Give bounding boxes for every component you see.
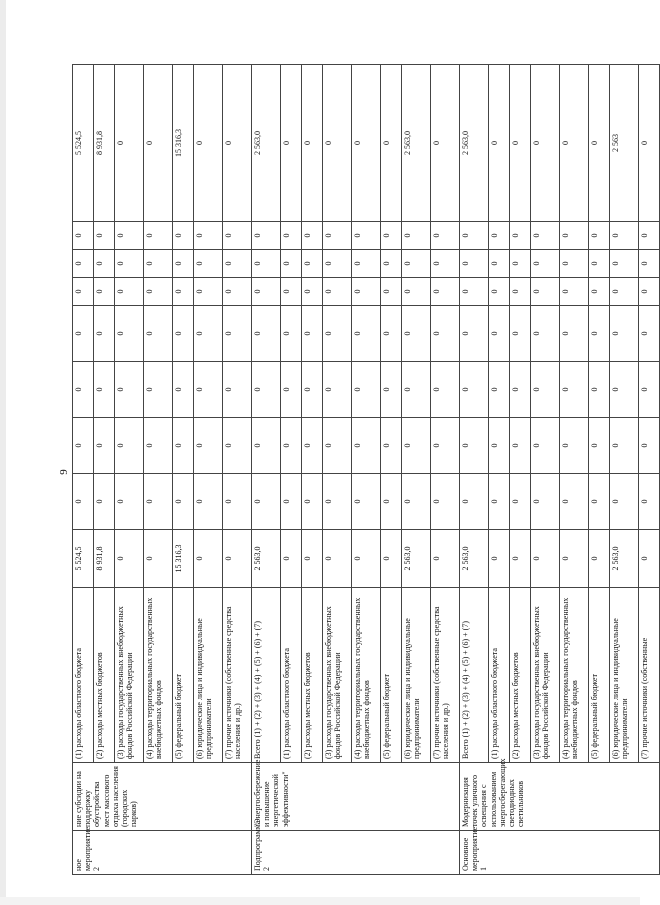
value-cell: 2 563 [610,65,639,222]
value-cell: 0 [489,306,510,362]
value-cell: 0 [402,250,431,278]
value-cell: 0 [531,530,560,588]
value-cell: 0 [302,362,323,418]
value-cell: 0 [560,418,589,474]
table-row [639,65,660,875]
table-row [589,65,610,875]
value-cell: 0 [510,65,531,222]
table-row [323,65,352,875]
value-cell: 0 [73,278,94,306]
table-row [173,65,194,875]
value-cell: 0 [381,222,402,250]
funding-source: (6) юридические лица и индивидуальные предприниматели [610,588,639,763]
value-cell: 0 [639,362,660,418]
value-cell: 2 563,0 [460,65,489,222]
value-cell: 0 [73,362,94,418]
value-cell: 0 [252,474,281,530]
value-cell: 0 [252,250,281,278]
value-cell: 0 [510,474,531,530]
value-cell: 0 [381,306,402,362]
value-cell: 0 [589,418,610,474]
value-cell: 0 [94,250,115,278]
value-cell: 0 [402,306,431,362]
value-cell: 0 [431,278,460,306]
value-cell: 0 [381,418,402,474]
value-cell: 0 [560,362,589,418]
value-cell: 0 [194,474,223,530]
value-cell: 0 [489,222,510,250]
value-cell: 5 524,5 [73,65,94,222]
funding-source: (7) прочие источники (собственные средства населения и др.) [223,588,252,763]
value-cell: 0 [94,418,115,474]
value-cell: 0 [431,222,460,250]
value-cell: 0 [510,222,531,250]
value-cell: 0 [194,278,223,306]
value-cell: 0 [381,362,402,418]
value-cell: 0 [323,250,352,278]
value-cell: 0 [223,474,252,530]
value-cell: 0 [352,278,381,306]
value-cell: 0 [281,306,302,362]
value-cell: 0 [194,418,223,474]
value-cell: 0 [639,278,660,306]
value-cell: 0 [639,222,660,250]
value-cell: 2 563,0 [252,65,281,222]
value-cell: 0 [194,250,223,278]
value-cell: 0 [510,530,531,588]
value-cell: 0 [531,222,560,250]
value-cell: 0 [531,306,560,362]
value-cell: 0 [194,65,223,222]
table-row [560,65,589,875]
value-cell: 8 931,8 [94,65,115,222]
value-cell: 0 [323,278,352,306]
funding-source: (5) федеральный бюджет [173,588,194,763]
value-cell: 0 [115,362,144,418]
table-body [73,65,660,875]
value-cell: 0 [73,418,94,474]
value-cell: 0 [252,222,281,250]
value-cell: 0 [94,278,115,306]
funding-source: (4) расходы территориальных государственных внебюджетных фондов [560,588,589,763]
value-cell: 0 [115,278,144,306]
value-cell: 15 316,3 [173,65,194,222]
value-cell: 0 [223,306,252,362]
value-cell: 0 [352,474,381,530]
value-cell: 0 [73,250,94,278]
scan-edge [0,897,640,905]
value-cell: 0 [302,65,323,222]
value-cell: 0 [352,306,381,362]
value-cell: 0 [610,474,639,530]
value-cell: 0 [302,530,323,588]
value-cell: 0 [531,278,560,306]
table-row [431,65,460,875]
table-row [610,65,639,875]
table-row [489,65,510,875]
value-cell: 0 [639,250,660,278]
value-cell: 0 [115,65,144,222]
value-cell: 0 [402,278,431,306]
value-cell: 0 [460,418,489,474]
value-cell: 0 [115,474,144,530]
value-cell: 0 [223,222,252,250]
value-cell: 0 [460,362,489,418]
activity-group: Основное мероприятие 1 [460,831,660,875]
value-cell: 0 [323,362,352,418]
funding-source: (7) прочие источники (собственные [639,588,660,763]
value-cell: 0 [460,474,489,530]
funding-source: (7) прочие источники (собственные средства населения и др.) [431,588,460,763]
value-cell: 0 [73,222,94,250]
value-cell: 0 [460,222,489,250]
page-number: 9 [58,469,70,475]
scan-edge [0,0,6,905]
value-cell: 0 [323,65,352,222]
value-cell: 0 [302,250,323,278]
funding-source: Всего (1) + (2) + (3) + (4) + (5) + (6) + (7) [460,588,489,763]
value-cell: 0 [281,278,302,306]
value-cell: 0 [144,278,173,306]
value-cell: 0 [94,222,115,250]
value-cell: 0 [402,222,431,250]
funding-source: (3) расходы государственных внебюджетных фондов Российской Федерации [115,588,144,763]
value-cell: 0 [431,306,460,362]
value-cell: 0 [252,362,281,418]
value-cell: 0 [194,530,223,588]
value-cell: 0 [610,222,639,250]
value-cell: 0 [144,418,173,474]
value-cell: 0 [144,362,173,418]
value-cell: 0 [194,306,223,362]
value-cell: 0 [639,530,660,588]
funding-source: (4) расходы территориальных государственных внебюджетных фондов [144,588,173,763]
value-cell: 0 [352,250,381,278]
funding-source: (3) расходы государственных внебюджетных фондов Российской Федерации [323,588,352,763]
table-row [352,65,381,875]
value-cell: 0 [589,530,610,588]
value-cell: 0 [173,474,194,530]
value-cell: 8 931,8 [94,530,115,588]
value-cell: 0 [560,65,589,222]
value-cell: 0 [352,362,381,418]
value-cell: 0 [302,278,323,306]
value-cell: 15 316,3 [173,530,194,588]
value-cell: 0 [489,418,510,474]
value-cell: 0 [223,278,252,306]
value-cell: 0 [531,65,560,222]
value-cell: 5 524,5 [73,530,94,588]
activity-name: ние субсидии на поддержку обустройства мест массового отдыха населения (городских парков) [73,763,252,831]
value-cell: 0 [589,306,610,362]
value-cell: 0 [610,306,639,362]
value-cell: 2 563,0 [252,530,281,588]
table-row [460,65,489,875]
value-cell: 0 [223,250,252,278]
value-cell: 0 [144,530,173,588]
value-cell: 0 [323,222,352,250]
value-cell: 0 [560,474,589,530]
value-cell: 0 [381,250,402,278]
value-cell: 0 [352,530,381,588]
funding-source: (2) расходы местных бюджетов [510,588,531,763]
value-cell: 0 [323,474,352,530]
value-cell: 0 [323,306,352,362]
value-cell: 0 [352,65,381,222]
funding-source: (6) юридические лица и индивидуальные предприниматели [402,588,431,763]
table-row [223,65,252,875]
value-cell: 0 [302,222,323,250]
value-cell: 0 [194,362,223,418]
value-cell: 0 [510,306,531,362]
value-cell: 0 [431,65,460,222]
funding-source: (1) расходы областного бюджета [281,588,302,763]
funding-source: (3) расходы государственных внебюджетных фондов Российской Федерации [531,588,560,763]
table-row [381,65,402,875]
table-row [144,65,173,875]
value-cell: 0 [281,362,302,418]
value-cell: 0 [460,278,489,306]
value-cell: 0 [510,278,531,306]
value-cell: 0 [252,306,281,362]
value-cell: 0 [610,278,639,306]
funding-source: (5) федеральный бюджет [589,588,610,763]
table-row [194,65,223,875]
value-cell: 0 [381,474,402,530]
value-cell: 0 [115,306,144,362]
value-cell: 2 563,0 [610,530,639,588]
table-row [402,65,431,875]
table-row [281,65,302,875]
value-cell: 0 [323,530,352,588]
value-cell: 0 [489,250,510,278]
value-cell: 0 [73,474,94,530]
value-cell: 0 [381,278,402,306]
value-cell: 0 [173,362,194,418]
value-cell: 0 [381,65,402,222]
activity-name: "Энергосбережение и повышение энергетической эффективности" [252,763,460,831]
value-cell: 0 [73,306,94,362]
value-cell: 2 563,0 [402,530,431,588]
value-cell: 0 [560,278,589,306]
value-cell: 0 [639,474,660,530]
value-cell: 0 [402,418,431,474]
value-cell: 0 [115,418,144,474]
table-row [302,65,323,875]
value-cell: 0 [460,306,489,362]
value-cell: 0 [431,250,460,278]
value-cell: 0 [431,474,460,530]
activity-name: Модернизация точек уличного освещения с использованием энергосберегающих светодиодных светильников [460,763,660,831]
value-cell: 0 [589,222,610,250]
value-cell: 2 563,0 [402,65,431,222]
value-cell: 0 [281,222,302,250]
value-cell: 0 [252,278,281,306]
value-cell: 0 [431,530,460,588]
value-cell: 0 [115,250,144,278]
activity-group: Подпрограмма 2 [252,831,460,875]
value-cell: 0 [302,474,323,530]
value-cell: 0 [402,474,431,530]
value-cell: 0 [252,418,281,474]
value-cell: 0 [639,418,660,474]
value-cell: 0 [489,530,510,588]
value-cell: 0 [281,250,302,278]
value-cell: 0 [589,278,610,306]
table-row [531,65,560,875]
funding-source: (4) расходы территориальных государственных внебюджетных фондов [352,588,381,763]
value-cell: 0 [489,474,510,530]
value-cell: 0 [173,278,194,306]
value-cell: 0 [510,250,531,278]
rotated-page [50,65,649,875]
value-cell: 0 [510,362,531,418]
value-cell: 2 563,0 [460,530,489,588]
value-cell: 0 [610,362,639,418]
funding-source: (1) расходы областного бюджета [489,588,510,763]
table-row [115,65,144,875]
value-cell: 0 [173,250,194,278]
value-cell: 0 [560,530,589,588]
funding-source: (1) расходы областного бюджета [73,588,94,763]
value-cell: 0 [531,474,560,530]
value-cell: 0 [281,418,302,474]
value-cell: 0 [173,306,194,362]
value-cell: 0 [144,306,173,362]
value-cell: 0 [402,362,431,418]
value-cell: 0 [281,65,302,222]
value-cell: 0 [281,474,302,530]
funding-source: (6) юридические лица и индивидуальные предприниматели [194,588,223,763]
value-cell: 0 [115,222,144,250]
value-cell: 0 [281,530,302,588]
value-cell: 0 [589,250,610,278]
value-cell: 0 [560,306,589,362]
value-cell: 0 [431,418,460,474]
value-cell: 0 [531,362,560,418]
value-cell: 0 [173,222,194,250]
value-cell: 0 [144,250,173,278]
value-cell: 0 [194,222,223,250]
value-cell: 0 [560,250,589,278]
value-cell: 0 [94,362,115,418]
funding-source: Всего (1) + (2) + (3) + (4) + (5) + (6) + (7) [252,588,281,763]
value-cell: 0 [560,222,589,250]
value-cell: 0 [381,530,402,588]
value-cell: 0 [531,418,560,474]
value-cell: 0 [173,418,194,474]
funding-source: (2) расходы местных бюджетов [94,588,115,763]
value-cell: 0 [639,65,660,222]
value-cell: 0 [144,65,173,222]
funding-table [72,64,660,875]
value-cell: 0 [223,418,252,474]
value-cell: 0 [352,418,381,474]
value-cell: 0 [589,65,610,222]
table-row [252,65,281,875]
funding-source: (2) расходы местных бюджетов [302,588,323,763]
value-cell: 0 [531,250,560,278]
value-cell: 0 [94,474,115,530]
value-cell: 0 [431,362,460,418]
table-row [94,65,115,875]
value-cell: 0 [510,418,531,474]
value-cell: 0 [589,474,610,530]
value-cell: 0 [639,306,660,362]
value-cell: 0 [610,418,639,474]
value-cell: 0 [223,530,252,588]
value-cell: 0 [115,530,144,588]
value-cell: 0 [589,362,610,418]
value-cell: 0 [94,306,115,362]
value-cell: 0 [489,278,510,306]
value-cell: 0 [489,65,510,222]
value-cell: 0 [323,418,352,474]
value-cell: 0 [302,306,323,362]
funding-source: (5) федеральный бюджет [381,588,402,763]
value-cell: 0 [302,418,323,474]
value-cell: 0 [352,222,381,250]
activity-group: ное мероприятие 2 [73,831,252,875]
value-cell: 0 [610,250,639,278]
table-row [73,65,94,875]
value-cell: 0 [489,362,510,418]
value-cell: 0 [223,362,252,418]
value-cell: 0 [144,222,173,250]
value-cell: 0 [223,65,252,222]
value-cell: 0 [144,474,173,530]
table-row [510,65,531,875]
value-cell: 0 [460,250,489,278]
